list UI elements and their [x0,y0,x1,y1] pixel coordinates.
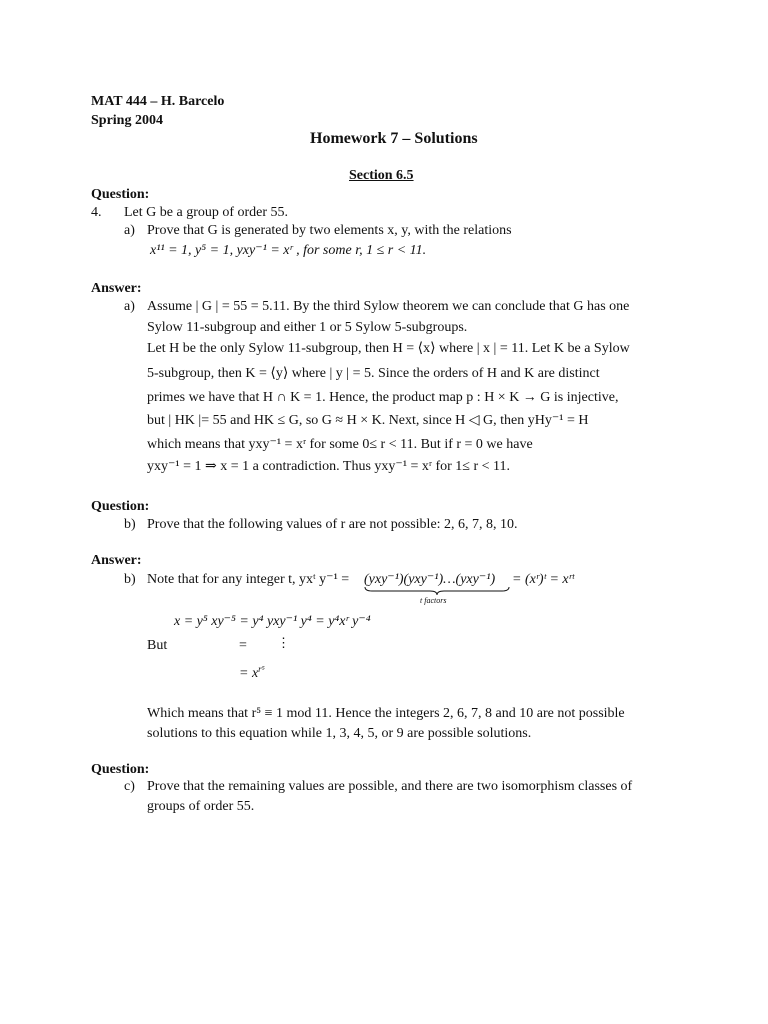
term-heading: Spring 2004 [91,113,163,128]
answer-b-braced-product: (yxy⁻¹)(yxy⁻¹)…(yxy⁻¹) [364,572,496,587]
answer-label: Answer: [91,553,142,568]
underbrace-icon [364,586,510,596]
question-label: Question: [91,187,150,202]
answer-a-label: a) [124,299,135,314]
equation-result [239,664,265,681]
question-intro: Let G be a group of order 55. [124,205,289,220]
question-c-text: Prove that the remaining values are possible, and there are two isomorphism classes of [147,779,633,794]
answer-a-line: 5-subgroup, then K = ⟨y⟩ where | y | = 5. Since the orders of H and K are distinct [147,366,600,381]
answer-a-line: primes we have that H ∩ K = 1. Hence, the product map p : H × K → G is injective, [147,390,619,405]
answer-b-line-prefix: Note that for any integer t, yxᵗ y⁻¹ = [147,572,350,587]
equation-result-base: = x [239,666,259,681]
relations-equation: x¹¹ = 1, y⁵ = 1, yxy⁻¹ = xʳ , for some r, 1 ≤ r < 11. [150,243,427,258]
course-heading: MAT 444 – H. Barcelo [91,94,225,109]
answer-a-line: but | HK |= 55 and HK ≤ G, so G ≈ H × K. Next, since H ◁ G, then yHy⁻¹ = H [147,413,589,428]
answer-b-conclusion: Which means that r⁵ ≡ 1 mod 11. Hence the integers 2, 6, 7, 8 and 10 are not possible [147,706,625,721]
answer-b-label: b) [124,572,136,587]
part-a-text: Prove that G is generated by two elements x, y, with the relations [147,223,512,238]
question-label: Question: [91,499,150,514]
question-b-text: Prove that the following values of r are not possible: 2, 6, 7, 8, 10. [147,517,518,532]
question-b-label: b) [124,517,136,532]
answer-b-line-suffix: = (xʳ)ᵗ = xʳᵗ [512,572,575,587]
equation-line: x = y⁵ xy⁻⁵ = y⁴ yxy⁻¹ y⁴ = y⁴xʳ y⁻⁴ [174,614,371,629]
section-heading: Section 6.5 [349,168,414,183]
answer-a-line: Sylow 11-subgroup and either 1 or 5 Sylow 5-subgroups. [147,320,468,335]
question-number: 4. [91,205,102,220]
vertical-dots: ⋮ [277,635,290,650]
answer-a-line: which means that yxy⁻¹ = xʳ for some 0≤ r < 11. But if r = 0 we have [147,437,533,452]
brace-note: t factors [420,596,447,605]
answer-a-line: Assume | G | = 55 = 5.11. By the third Sylow theorem we can conclude that G has one [147,299,630,314]
equation-equals: = [239,638,247,653]
question-c-label: c) [124,779,135,794]
answer-label: Answer: [91,281,142,296]
answer-a-line: Let H be the only Sylow 11-subgroup, then H = ⟨x⟩ where | x | = 11. Let K be a Sylow [147,341,630,356]
equation-result-exponent: r⁵ [258,664,265,675]
part-a-label: a) [124,223,135,238]
page-title: Homework 7 – Solutions [310,130,478,147]
but-label: But [147,638,168,653]
answer-b-conclusion: solutions to this equation while 1, 3, 4, 5, or 9 are possible solutions. [147,726,532,741]
answer-a-line: yxy⁻¹ = 1 ⇒ x = 1 a contradiction. Thus yxy⁻¹ = xʳ for 1≤ r < 11. [147,459,511,474]
question-label: Question: [91,762,150,777]
question-c-text: groups of order 55. [147,799,255,814]
